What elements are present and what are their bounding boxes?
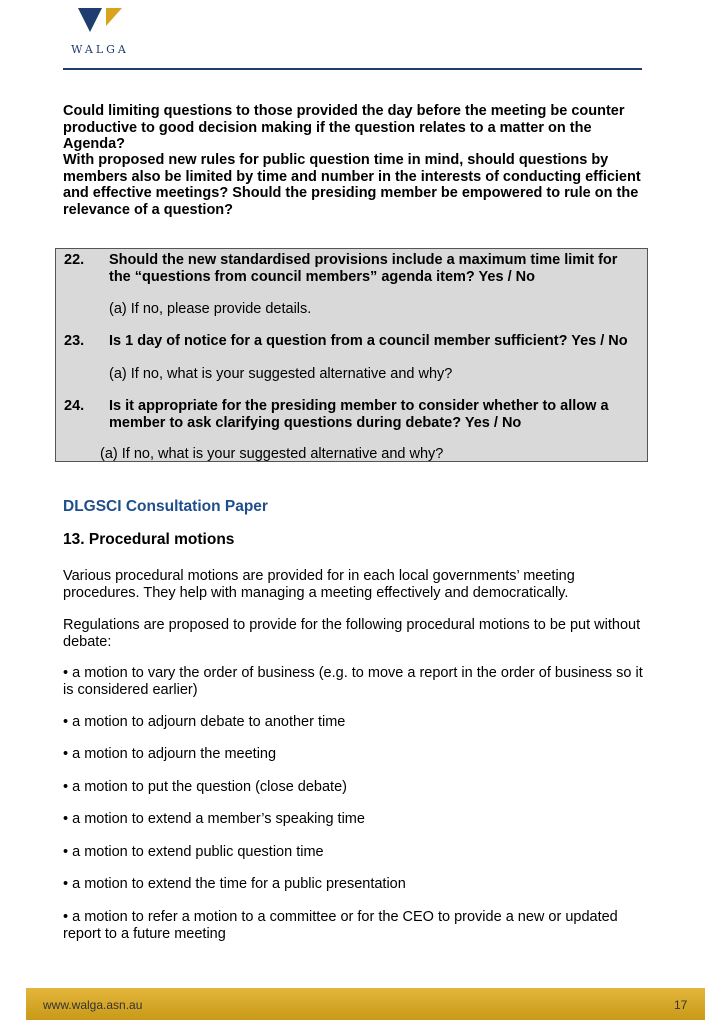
question-text: Should the new standardised provisions include a maximum time limit for the “questions from council members” agenda item? Yes / No [109,252,618,285]
list-item: • a motion to extend a member’s speaking time [63,811,365,827]
body-paragraph: Regulations are proposed to provide for the following procedural motions to be put without debate: [63,617,641,650]
question-sub: (a) If no, what is your suggested alternative and why? [100,446,444,462]
consultation-paper-label: DLGSCI Consultation Paper [63,498,268,515]
list-item: • a motion to vary the order of business (e.g. to move a report in the order of business so it is considered earlier) [63,665,643,698]
intro-question-2: With proposed new rules for public question time in mind, should questions by members also be limited by time and number in the interests of conducting efficient and effective meetings? Should the presiding member be empowered to rule on the relevance of a question? [63,152,641,218]
section-title: 13. Procedural motions [63,531,235,548]
list-item: • a motion to adjourn the meeting [63,746,277,762]
walga-logo-mark-icon [76,6,124,40]
list-item: • a motion to extend public question time [63,844,324,860]
question-number: 23. [64,333,85,349]
question-text: Is it appropriate for the presiding member to consider whether to allow a member to ask clarifying questions during debate? Yes / No [109,398,609,431]
list-item: • a motion to extend the time for a public presentation [63,876,406,892]
question-number: 24. [64,398,85,414]
list-item: • a motion to put the question (close debate) [63,779,347,795]
list-item: • a motion to refer a motion to a committee or for the CEO to provide a new or updated report to a future meeting [63,909,618,942]
header-divider [63,68,642,70]
question-text: Is 1 day of notice for a question from a council member sufficient? Yes / No [109,333,628,349]
list-item: • a motion to adjourn debate to another time [63,714,346,730]
questions-box [55,248,648,462]
question-number: 22. [64,252,85,268]
question-sub: (a) If no, please provide details. [109,301,312,317]
page-number: 17 [674,998,688,1012]
intro-question-1: Could limiting questions to those provided the day before the meeting be counter productive to good decision making if the question relates to a matter on the Agenda? [63,103,625,152]
footer-url[interactable]: www.walga.asn.au [43,998,143,1012]
question-sub: (a) If no, what is your suggested alternative and why? [109,366,453,382]
body-paragraph: Various procedural motions are provided for in each local governments’ meeting procedures. They help with managing a meeting effectively and democratically. [63,568,575,601]
logo-text: WALGA [71,43,129,56]
walga-logo [68,6,132,58]
